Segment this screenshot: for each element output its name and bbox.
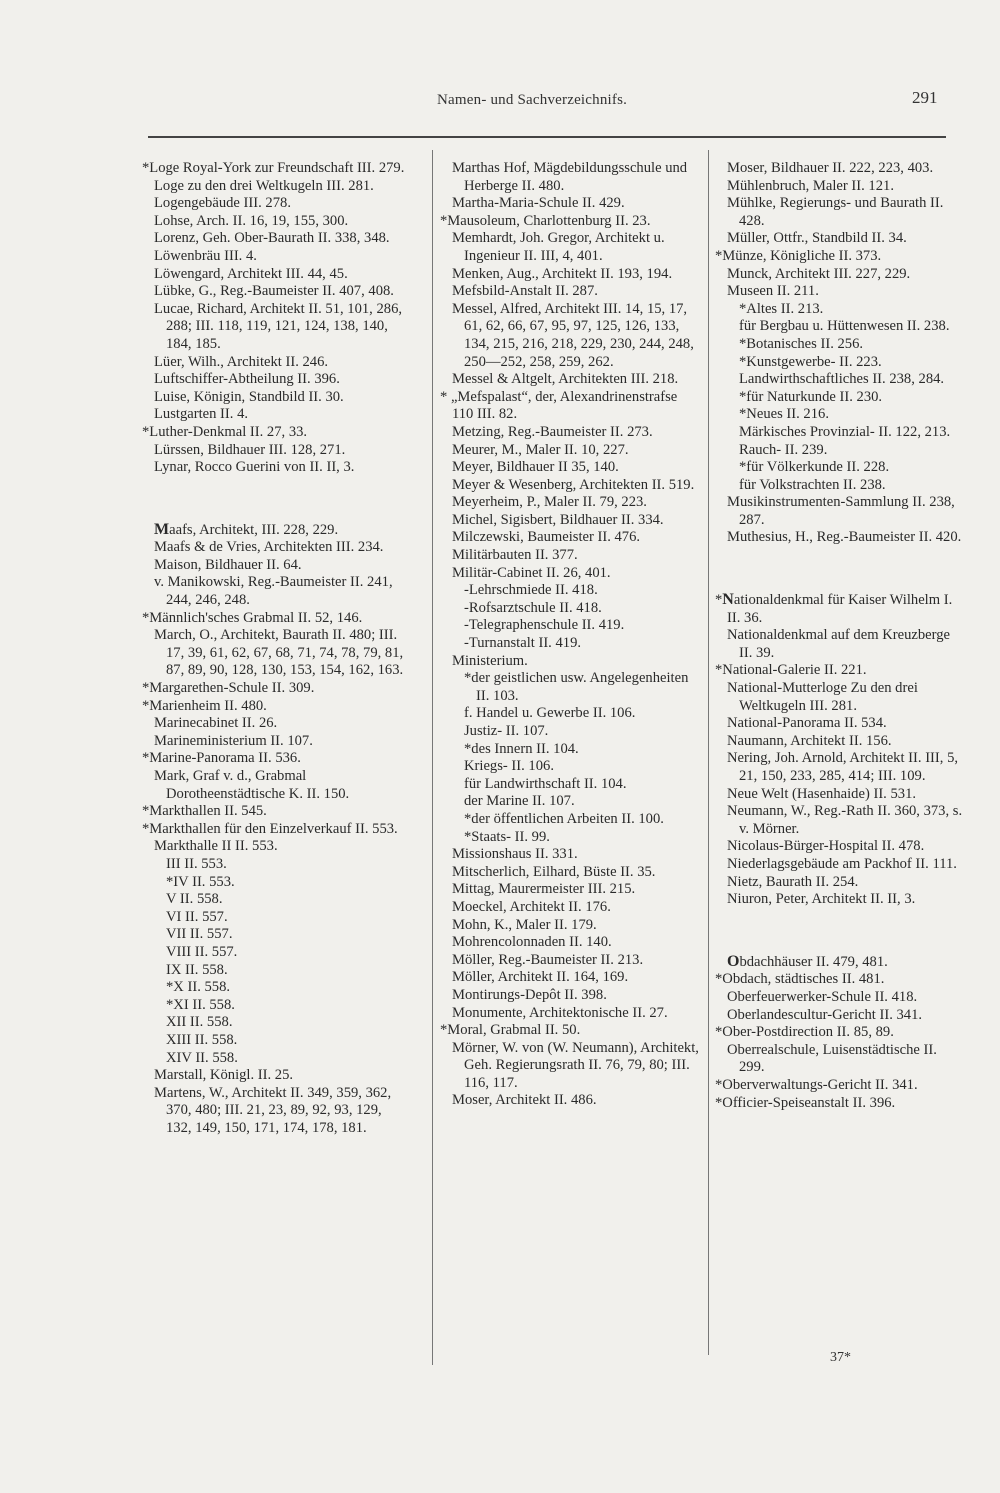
index-entry: *für Völkerkunde II. 228.: [739, 459, 890, 476]
index-entry: Lübke, G., Reg.-Baumeister II. 407, 408.: [154, 283, 394, 300]
index-entry: XIV II. 558.: [166, 1049, 238, 1066]
index-entry: Mörner, W. von (W. Neumann), Architekt, Geh. Regierungsrath II. 76, 79, 80; III. 116, 117.: [452, 1039, 699, 1091]
index-entry: Naumann, Architekt II. 156.: [727, 732, 892, 749]
index-entry: Ministerium.: [452, 652, 528, 669]
index-entry: National-Mutterloge Zu den drei Weltkugeln III. 281.: [727, 680, 918, 714]
index-entry: Museen II. 211.: [727, 283, 819, 300]
index-column-1: [142, 160, 410, 1137]
index-entry: Landwirthschaftliches II. 238, 284.: [739, 371, 945, 388]
index-entry: Menken, Aug., Architekt II. 193, 194.: [452, 265, 673, 282]
index-entry: Logengebäude III. 278.: [154, 195, 291, 212]
index-entry: Markthalle II II. 553.: [154, 838, 278, 855]
index-entry: -Lehrschmiede II. 418.: [464, 582, 598, 599]
index-entry: Kriegs- II. 106.: [464, 758, 554, 775]
signature-mark: 37*: [830, 1350, 851, 1365]
index-entry: *des Innern II. 104.: [464, 740, 579, 757]
index-entry: *Margarethen-Schule II. 309.: [142, 680, 315, 697]
section-initial: N: [722, 591, 734, 609]
index-entry: *National-Galerie II. 221.: [715, 662, 867, 679]
index-entry: Martens, W., Architekt II. 349, 359, 362, 370, 480; III. 21, 23, 89, 92, 93, 129, 132, 149, 150, 171, 174, 178, 181.: [154, 1084, 392, 1136]
index-entry: XII II. 558.: [166, 1014, 233, 1031]
index-entry: Militär-Cabinet II. 26, 401.: [452, 564, 611, 581]
index-entry: Lustgarten II. 4.: [154, 406, 249, 423]
index-entry: -Turnanstalt II. 419.: [464, 635, 582, 652]
section-initial: M: [154, 520, 170, 538]
index-entry: Metzing, Reg.-Baumeister II. 273.: [452, 423, 653, 440]
index-entry: *Markthallen II. 545.: [142, 803, 267, 820]
index-entry: Nietz, Baurath II. 254.: [727, 873, 859, 890]
index-entry: *Mausoleum, Charlottenburg II. 23.: [440, 212, 651, 229]
index-entry: *der öffentlichen Arbeiten II. 100.: [464, 810, 664, 827]
column-divider-right: [708, 150, 709, 1355]
index-entry: Lohse, Arch. II. 16, 19, 155, 300.: [154, 212, 349, 229]
index-entry: Moser, Bildhauer II. 222, 223, 403.: [727, 160, 934, 176]
index-entry: Niuron, Peter, Architekt II. II, 3.: [727, 891, 916, 908]
index-entry: VI II. 557.: [166, 908, 228, 925]
index-entry: Lucae, Richard, Architekt II. 51, 101, 286, 288; III. 118, 119, 121, 124, 138, 140, 184, 185.: [154, 300, 403, 352]
index-entry: für Volkstrachten II. 238.: [739, 476, 886, 493]
index-entry: Oberrealschule, Luisenstädtische II. 299.: [727, 1041, 937, 1076]
index-entry: für Bergbau u. Hüttenwesen II. 238.: [739, 318, 950, 335]
index-entry: -Telegraphenschule II. 419.: [464, 617, 625, 634]
index-entry: Munck, Architekt III. 227, 229.: [727, 265, 911, 282]
index-entry: V II. 558.: [166, 891, 223, 908]
index-entry: für Landwirthschaft II. 104.: [464, 775, 627, 792]
index-entry: *Botanisches II. 256.: [739, 335, 864, 352]
index-entry: Loge zu den drei Weltkugeln III. 281.: [154, 177, 374, 194]
index-entry: Rauch- II. 239.: [739, 441, 828, 458]
index-entry: Nationaldenkmal auf dem Kreuzberge II. 39.: [727, 627, 951, 661]
page-number: 291: [912, 88, 938, 107]
index-entry: Mittag, Maurermeister III. 215.: [452, 881, 636, 898]
index-entry: Löwengard, Architekt III. 44, 45.: [154, 265, 348, 282]
index-entry: *Oberverwaltungs-Gericht II. 341.: [715, 1076, 918, 1093]
letter-section-gap: [715, 547, 965, 591]
index-entry: National-Panorama II. 534.: [727, 715, 887, 732]
index-entry: Moeckel, Architekt II. 176.: [452, 898, 611, 915]
index-entry: *Münze, Königliche II. 373.: [715, 247, 882, 264]
index-entry: *für Naturkunde II. 230.: [739, 388, 883, 405]
index-entry: Maafs, Architekt, III. 228, 229.: [154, 520, 339, 538]
index-entry: Neumann, W., Reg.-Rath II. 360, 373, s. v. Mörner.: [727, 803, 963, 837]
index-entry: *Loge Royal-York zur Freundschaft III. 279.: [142, 160, 405, 176]
index-entry: * „Mefspalast“, der, Alexandrinenstrafse 110 III. 82.: [440, 388, 678, 423]
index-entry: Maison, Bildhauer II. 64.: [154, 556, 302, 573]
letter-section-gap: [715, 909, 965, 953]
index-entry: Müller, Ottfr., Standbild II. 34.: [727, 230, 907, 247]
index-entry: XIII II. 558.: [166, 1031, 238, 1048]
index-entry: March, O., Architekt, Baurath II. 480; III. 17, 39, 61, 62, 67, 68, 71, 74, 78, 79, 81, 87, 89, 90, 128, 130, 153, 154, 162, 163.: [154, 627, 404, 679]
running-head: Namen- und Sachverzeichnifs.: [437, 92, 628, 108]
index-entry: Lüer, Wilh., Architekt II. 246.: [154, 353, 329, 370]
index-entry: Militärbauten II. 377.: [452, 547, 578, 564]
index-entry: Luftschiffer-Abtheilung II. 396.: [154, 371, 340, 388]
index-entry: Michel, Sigisbert, Bildhauer II. 334.: [452, 511, 664, 528]
index-entry: *Marienheim II. 480.: [142, 697, 267, 714]
index-entry: Märkisches Provinzial- II. 122, 213.: [739, 423, 951, 440]
index-column-2: [440, 160, 702, 1110]
index-entry: Meurer, M., Maler II. 10, 227.: [452, 441, 629, 458]
index-entry: Monumente, Architektonische II. 27.: [452, 1004, 668, 1021]
index-entry: *Staats- II. 99.: [464, 828, 550, 845]
index-entry: Möller, Architekt II. 164, 169.: [452, 969, 629, 986]
index-entry: Oberlandescultur-Gericht II. 341.: [727, 1006, 923, 1023]
index-entry: *Männlich'sches Grabmal II. 52, 146.: [142, 609, 363, 626]
index-entry: Luise, Königin, Standbild II. 30.: [154, 388, 344, 405]
index-entry: *Markthallen für den Einzelverkauf II. 553.: [142, 820, 398, 837]
index-entry: Martha-Maria-Schule II. 429.: [452, 195, 625, 212]
index-entry: -Rofsarztschule II. 418.: [464, 599, 602, 616]
index-entry: IX II. 558.: [166, 961, 228, 978]
index-entry: *X II. 558.: [166, 979, 231, 996]
index-entry: Marthas Hof, Mägdebildungsschule und Herberge II. 480.: [452, 160, 688, 194]
index-entry: *Luther-Denkmal II. 27, 33.: [142, 423, 308, 440]
index-entry: Moser, Architekt II. 486.: [452, 1092, 597, 1109]
index-entry: Oberfeuerwerker-Schule II. 418.: [727, 988, 918, 1005]
index-entry: *XI II. 558.: [166, 996, 235, 1013]
index-entry: Mohrencolonnaden II. 140.: [452, 934, 612, 951]
header-rule: [148, 136, 946, 138]
section-initial: O: [727, 952, 740, 970]
index-entry: Mühlke, Regierungs- und Baurath II. 428.: [727, 195, 944, 229]
index-entry: *Nationaldenkmal für Kaiser Wilhelm I. II. 36.: [715, 591, 953, 626]
index-entry: Lorenz, Geh. Ober-Baurath II. 338, 348.: [154, 230, 390, 247]
index-entry: VII II. 557.: [166, 926, 233, 943]
index-entry: *Officier-Speiseanstalt II. 396.: [715, 1094, 896, 1111]
index-entry: Mühlenbruch, Maler II. 121.: [727, 177, 894, 194]
index-entry: Nering, Joh. Arnold, Architekt II. III, 5, 21, 150, 233, 285, 414; III. 109.: [727, 750, 959, 784]
index-entry: Messel, Alfred, Architekt III. 14, 15, 17, 61, 62, 66, 67, 95, 97, 125, 126, 133, 134, 215, 216, 218, 229, 230, 244, 248, 250—252, 258, 259, 262.: [452, 300, 694, 370]
index-entry: Mark, Graf v. d., Grabmal Dorotheenstädtische K. II. 150.: [154, 768, 350, 802]
index-entry: Milczewski, Baumeister II. 476.: [452, 529, 641, 546]
index-entry: Mefsbild-Anstalt II. 287.: [452, 283, 598, 300]
index-entry: *Moral, Grabmal II. 50.: [440, 1022, 581, 1039]
index-entry: Marinecabinet II. 26.: [154, 715, 278, 732]
index-entry: Justiz- II. 107.: [464, 723, 549, 739]
index-entry: Messel & Altgelt, Architekten III. 218.: [452, 371, 679, 388]
index-entry: Neue Welt (Hasenhaide) II. 531.: [727, 785, 917, 802]
index-entry: Obdachhäuser II. 479, 481.: [727, 952, 888, 970]
index-entry: Marineministerium II. 107.: [154, 732, 313, 749]
index-entry: Löwenbräu III. 4.: [154, 247, 257, 264]
index-entry: Mohn, K., Maler II. 179.: [452, 916, 597, 933]
index-entry: der Marine II. 107.: [464, 793, 575, 810]
index-entry: Meyer & Wesenberg, Architekten II. 519.: [452, 476, 695, 493]
index-entry: *der geistlichen usw. Angelegenheiten II. 103.: [464, 670, 689, 704]
index-entry: *Kunstgewerbe- II. 223.: [739, 353, 882, 370]
column-divider-left: [432, 150, 433, 1365]
index-entry: Missionshaus II. 331.: [452, 846, 578, 863]
index-entry: Muthesius, H., Reg.-Baumeister II. 420.: [727, 529, 962, 546]
index-entry: Lynar, Rocco Guerini von II. II, 3.: [154, 459, 355, 476]
index-entry: Meyer, Bildhauer II 35, 140.: [452, 459, 619, 476]
index-entry: *Ober-Postdirection II. 85, 89.: [715, 1024, 894, 1041]
index-entry: VIII II. 557.: [166, 943, 238, 960]
index-entry: v. Manikowski, Reg.-Baumeister II. 241, 244, 246, 248.: [154, 574, 393, 609]
index-entry: Marstall, Königl. II. 25.: [154, 1067, 294, 1084]
index-column-3: [715, 160, 965, 1112]
index-entry: Lürssen, Bildhauer III. 128, 271.: [154, 441, 346, 458]
index-entry: III II. 553.: [166, 855, 227, 872]
index-entry: Meyerheim, P., Maler II. 79, 223.: [452, 494, 647, 511]
index-entry: Nicolaus-Bürger-Hospital II. 478.: [727, 838, 925, 855]
index-entry: f. Handel u. Gewerbe II. 106.: [464, 705, 636, 722]
index-entry: Mitscherlich, Eilhard, Büste II. 35.: [452, 863, 656, 880]
index-entry: Montirungs-Depôt II. 398.: [452, 986, 607, 1003]
index-entry: *IV II. 553.: [166, 873, 235, 890]
index-entry: Niederlagsgebäude am Packhof II. 111.: [727, 855, 957, 872]
index-entry: Möller, Reg.-Baumeister II. 213.: [452, 951, 644, 968]
index-entry: Maafs & de Vries, Architekten III. 234.: [154, 539, 384, 556]
index-entry: *Marine-Panorama II. 536.: [142, 750, 301, 767]
letter-section-gap: [142, 477, 410, 521]
index-entry: Memhardt, Joh. Gregor, Architekt u. Ingenieur II. III, 4, 401.: [452, 230, 665, 264]
index-entry: *Obdach, städtisches II. 481.: [715, 971, 885, 988]
index-entry: *Altes II. 213.: [739, 300, 824, 317]
index-entry: Musikinstrumenten-Sammlung II. 238, 287.: [727, 494, 955, 528]
index-entry: *Neues II. 216.: [739, 406, 829, 423]
